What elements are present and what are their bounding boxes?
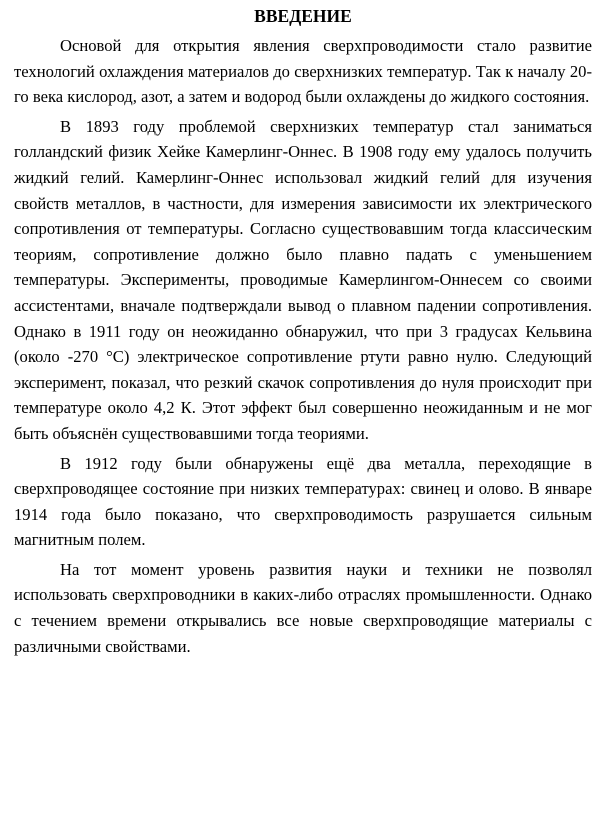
document-title: ВВЕДЕНИЕ <box>254 6 352 26</box>
paragraph-4: На тот момент уровень развития науки и техники не позволял использовать сверхпроводники в каких-либо отраслях промышленности. Однако с течением времени открывались все новые сверхпроводящие материалы с различными свойствами. <box>14 559 592 656</box>
paragraph-1: Основой для открытия явления сверхпроводимости стало развитие технологий охлаждения материалов до сверхнизких температур. Так к началу 20-го века кислород, азот, а затем и водород были охлаждены до жидкого состояния. <box>14 36 592 107</box>
paragraph-2: В 1893 году проблемой сверхнизких температур стал заниматься голландский физик Хейке Камерлинг-Оннес. В 1908 году ему удалось получить жидкий гелий. Камерлинг-Оннес использовал жидкий гелий для изучения свойств металлов, в частности, для измерения зависимости их электрического сопротивления от температуры. Согласно существовавшим тогда классическим теориям, сопротивление должно было плавно падать с уменьшением температуры. Эксперименты, проводимые Камерлингом-Оннесем со своими ассистентами, вначале подтверждали вывод о плавном падении сопротивления. Однако в 1911 году он неожиданно обнаружил, что при 3 градусах Кельвина (около -270 °C) электрическое сопротивление ртути равно нулю. Следующий эксперимент, показал, что резкий скачок сопротивления до нуля происходит при температуре около 4,2 К. Этот эффект был совершенно неожиданным и не мог быть объяснён существовавшими тогда теориями. <box>14 116 592 443</box>
paragraph-3: В 1912 году были обнаружены ещё два металла, переходящие в сверхпроводящее состояние при низких температурах: свинец и олово. В январе 1914 года было показано, что сверхпроводимость разрушается сильным магнитным полем. <box>14 453 592 550</box>
